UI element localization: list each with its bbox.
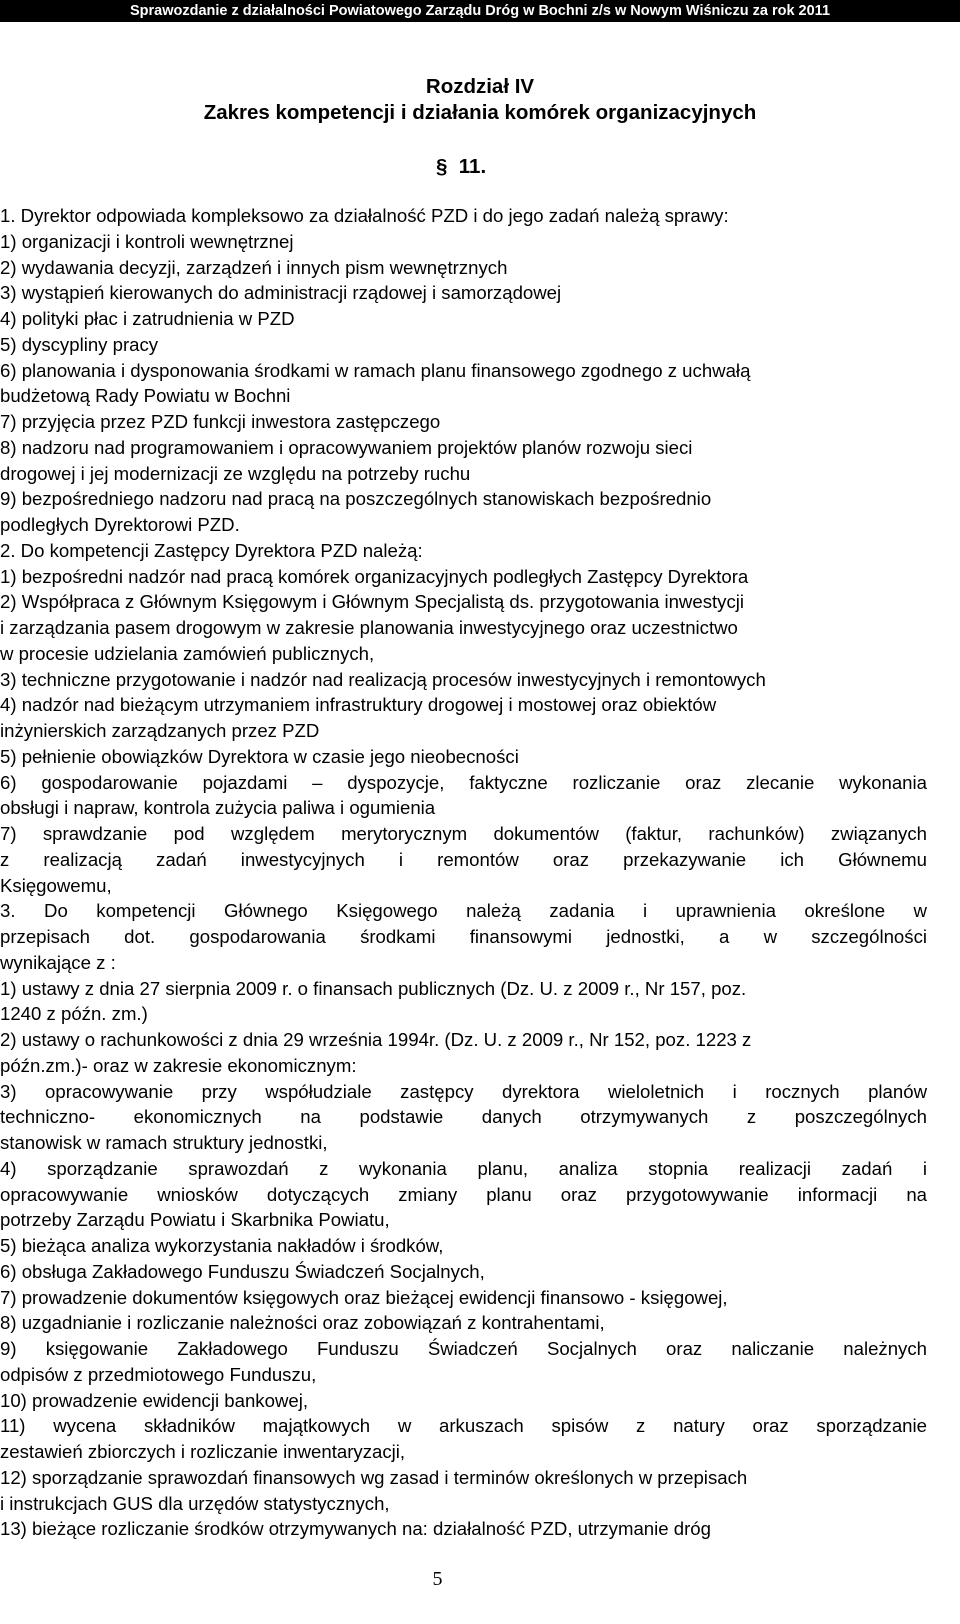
text-line: 6) obsługa Zakładowego Funduszu Świadczeń Socjalnych, [0,1260,485,1282]
text-line: wynikające z : [0,951,116,973]
text-line: odpisów z przedmiotowego Funduszu, [0,1363,317,1385]
text-line: 4) polityki płac i zatrudnienia w PZD [0,308,295,329]
text-line: 4) nadzór nad bieżącym utrzymaniem infrastruktury drogowej i mostowej oraz obiektów [0,694,717,716]
text-line: 1) bezpośredni nadzór nad pracą komórek organizacyjnych podległych Zastępcy Dyrektora [0,565,749,587]
text-line: techniczno- ekonomicznych na podstawie danych otrzymywanych z poszczególnych [0,1106,927,1128]
page-number: 5 [432,1568,443,1590]
text-line: 3) wystąpień kierowanych do administracji rządowej i samorządowej [0,282,562,304]
text-line: inżynierskich zarządzanych przez PZD [0,720,320,741]
text-line: 8) nadzoru nad programowaniem i opracowywaniem projektów planów rozwoju sieci [0,436,693,458]
text-line: budżetową Rady Powiatu w Bochni [0,385,291,407]
text-line: 5) pełnienie obowiązków Dyrektora w czasie jego nieobecności [0,745,519,767]
text-line: 8) uzgadnianie i rozliczanie należności oraz zobowiązań z kontrahentami, [0,1312,605,1334]
text-line: 13) bieżące rozliczanie środków otrzymywanych na: działalność PZD, utrzymanie dróg [0,1518,711,1540]
text-line: 1) organizacji i kontroli wewnętrznej [0,230,294,252]
text-line: potrzeby Zarządu Powiatu i Skarbnika Powiatu, [0,1209,390,1231]
text-line: 12) sporządzanie sprawozdań finansowych wg zasad i terminów określonych w przepisach [0,1466,748,1488]
chapter-title: Zakres kompetencji i działania komórek organizacyjnych [203,101,757,124]
chapter-number: Rozdział IV [425,75,535,98]
text-line: 7) przyjęcia przez PZD funkcji inwestora zastępczego [0,411,441,432]
text-line: 1) ustawy z dnia 27 sierpnia 2009 r. o finansach publicznych (Dz. U. z 2009 r., Nr 157, poz. [0,977,747,999]
text-line: 9) bezpośredniego nadzoru nad pracą na poszczególnych stanowiskach bezpośrednio [0,488,712,510]
text-line: i zarządzania pasem drogowym w zakresie planowania inwestycyjnego oraz uczestnictwo [0,617,738,638]
text-line: późn.zm.)- oraz w zakresie ekonomicznym: [0,1054,357,1076]
text-line: 3) techniczne przygotowanie i nadzór nad realizacją procesów inwestycyjnych i remontowych [0,668,766,690]
text-line: i instrukcjach GUS dla urzędów statystycznych, [0,1492,390,1514]
text-line: podległych Dyrektorowi PZD. [0,514,240,535]
text-line: 7) prowadzenie dokumentów księgowych oraz bieżącej ewidencji finansowo - księgowej, [0,1286,728,1308]
section-mark: § 11. [436,155,487,178]
text-line: 3) opracowywanie przy współudziale zastępcy dyrektora wieloletnich i rocznych planów [0,1080,927,1102]
text-line: 2) Współpraca z Głównym Księgowym i Głównym Specjalistą ds. przygotowania inwestycji [0,591,745,613]
text-line: 9) księgowanie Zakładowego Funduszu Świadczeń Socjalnych oraz naliczanie należnych [0,1338,927,1359]
text-line: 3. Do kompetencji Głównego Księgowego należą zadania i uprawnienia określone w [0,900,927,922]
text-line: 6) gospodarowanie pojazdami – dyspozycje, faktyczne rozliczanie oraz zlecanie wykonania [0,771,927,793]
text-line: w procesie udzielania zamówień publicznych, [0,642,375,664]
text-line: drogowej i jej modernizacji ze względu na potrzeby ruchu [0,462,471,484]
text-line: Księgowemu, [0,874,112,896]
text-line: z realizacją zadań inwestycyjnych i remontów oraz przekazywanie ich Głównemu [0,848,927,870]
body-text [0,203,927,1542]
text-line: 10) prowadzenie ewidencji bankowej, [0,1389,309,1411]
text-line: 7) sprawdzanie pod względem merytorycznym dokumentów (faktur, rachunków) związanych [0,823,927,844]
text-line: 5) bieżąca analiza wykorzystania nakładów i środków, [0,1235,444,1256]
text-line: przepisach dot. gospodarowania środkami finansowymi jednostki, a w szczególności [0,926,927,947]
document-header: Sprawozdanie z działalności Powiatowego Zarządu Dróg w Bochni z/s w Nowym Wiśniczu za rok 2011 [0,0,960,22]
text-line: 6) planowania i dysponowania środkami w ramach planu finansowego zgodnego z uchwałą [0,359,751,381]
text-line: opracowywanie wniosków dotyczących zmiany planu oraz przygotowywanie informacji na [0,1183,927,1205]
text-line: obsługi i napraw, kontrola zużycia paliwa i ogumienia [0,797,436,819]
text-line: zestawień zbiorczych i rozliczanie inwentaryzacji, [0,1441,406,1462]
text-line: 2) wydawania decyzji, zarządzeń i innych pism wewnętrznych [0,256,508,278]
text-line: 1. Dyrektor odpowiada kompleksowo za działalność PZD i do jego zadań należą sprawy: [0,205,729,226]
text-line: 11) wycena składników majątkowych w arkuszach spisów z natury oraz sporządzanie [0,1415,927,1437]
text-line: 1240 z późn. zm.) [0,1003,148,1025]
text-line: 4) sporządzanie sprawozdań z wykonania planu, analiza stopnia realizacji zadań i [0,1157,927,1179]
text-line: 5) dyscypliny pracy [0,333,159,355]
text-line: 2) ustawy o rachunkowości z dnia 29 września 1994r. (Dz. U. z 2009 r., Nr 152, poz. 1223 z [0,1029,752,1050]
text-line: 2. Do kompetencji Zastępcy Dyrektora PZD należą: [0,539,423,561]
text-line: stanowisk w ramach struktury jednostki, [0,1132,328,1153]
